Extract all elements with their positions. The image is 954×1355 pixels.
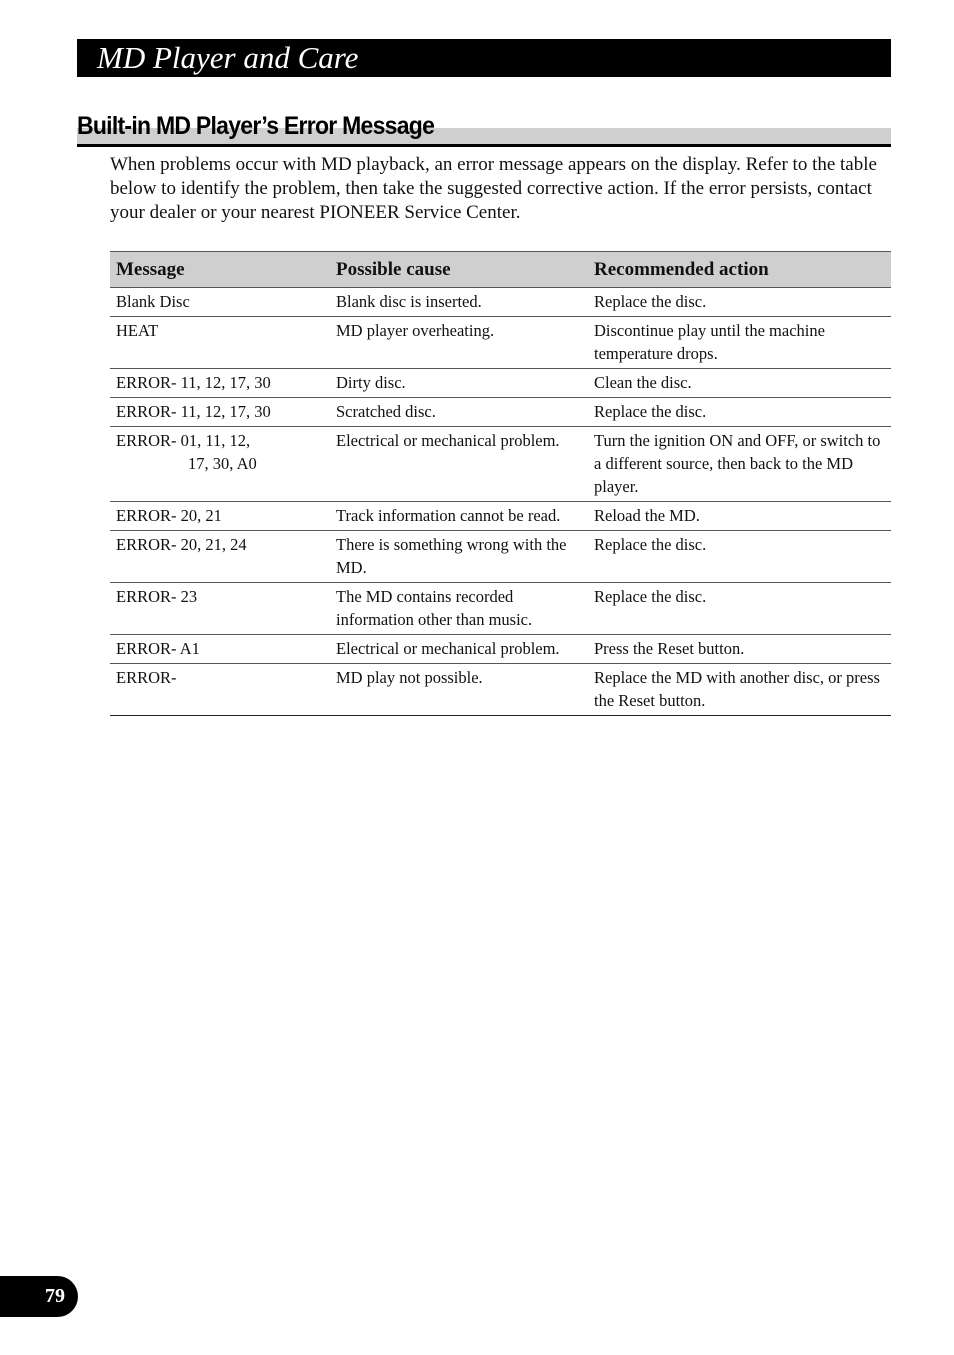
message-cell [110,427,330,502]
cause-cell: There is something wrong with the MD. [330,531,588,583]
table-row [110,427,891,502]
action-cell: Replace the MD with another disc, or press the Reset button. [588,664,891,716]
table-row [110,369,891,398]
table-row [110,664,891,716]
cause-cell: Blank disc is inserted. [330,288,588,317]
column-header-message: Message [110,252,330,288]
cause-cell: MD play not possible. [330,664,588,716]
message-cell: ERROR- [110,664,330,716]
intro-paragraph: When problems occur with MD playback, an error message appears on the display. Refer to the table below to identify the problem, then take the suggested corrective action. If the error persists, contact your dealer or your nearest PIONEER Service Center. [110,154,877,223]
cause-cell: Electrical or mechanical problem. [330,427,588,502]
action-cell: Replace the disc. [588,531,891,583]
action-cell: Replace the disc. [588,583,891,635]
message-cell: ERROR- 11, 12, 17, 30 [110,369,330,398]
chapter-title: MD Player and Care [97,40,359,75]
message-line-1: ERROR- 01, 11, 12, [116,431,251,450]
action-cell: Discontinue play until the machine temperature drops. [588,317,891,369]
action-cell: Clean the disc. [588,369,891,398]
page-number: 79 [45,1285,65,1307]
table-header-row [110,252,891,288]
table-row [110,502,891,531]
message-cell: ERROR- 20, 21 [110,502,330,531]
column-header-cause: Possible cause [330,252,588,288]
column-header-action: Recommended action [588,252,891,288]
message-cell: ERROR- 20, 21, 24 [110,531,330,583]
chapter-header-bar [77,39,891,77]
cause-cell: Scratched disc. [330,398,588,427]
cause-cell: Dirty disc. [330,369,588,398]
table-row [110,531,891,583]
cause-cell: Electrical or mechanical problem. [330,635,588,664]
message-cell: HEAT [110,317,330,369]
action-cell: Replace the disc. [588,398,891,427]
message-cell: ERROR- A1 [110,635,330,664]
table-row [110,583,891,635]
table-row [110,398,891,427]
cause-cell: The MD contains recorded information other than music. [330,583,588,635]
cause-cell: MD player overheating. [330,317,588,369]
message-cell: ERROR- 23 [110,583,330,635]
section-title: Built-in MD Player’s Error Message [77,112,435,140]
table-row [110,288,891,317]
cause-cell: Track information cannot be read. [330,502,588,531]
action-cell: Turn the ignition ON and OFF, or switch to a different source, then back to the MD player. [588,427,891,502]
action-cell: Replace the disc. [588,288,891,317]
table-row [110,635,891,664]
message-cell: ERROR- 11, 12, 17, 30 [110,398,330,427]
message-cell: Blank Disc [110,288,330,317]
section-heading [77,110,891,147]
page-number-tab [0,1276,78,1317]
table-row [110,317,891,369]
error-message-table [110,251,891,716]
section-heading-rule [77,144,891,147]
action-cell: Press the Reset button. [588,635,891,664]
message-line-2: 17, 30, A0 [188,454,257,473]
action-cell: Reload the MD. [588,502,891,531]
